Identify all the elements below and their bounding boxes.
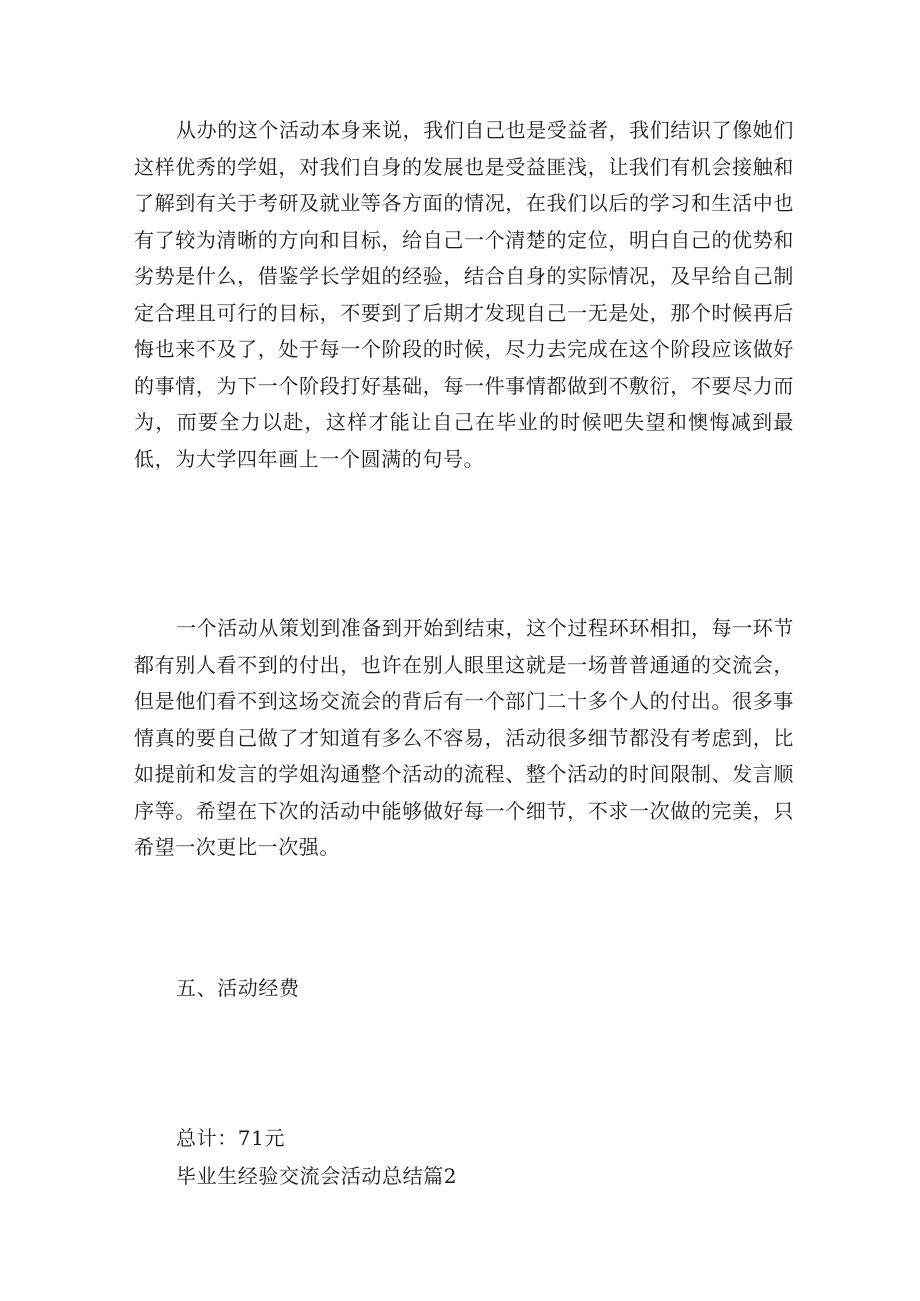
paragraph-benefits: 从办的这个活动本身来说，我们自己也是受益者，我们结识了像她们这样优秀的学姐，对我们自身的发展也是受益匪浅，让我们有机会接触和了解到有关于考研及就业等各方面的情况，在我们以后的学习和生活中也有了较为清晰的方向和目标，给自己一个清楚的定位，明白自己的优势和劣势是什么，借鉴学长学姐的经验，结合自身的实际情况，及早给自己制定合理且可行的目标，不要到了后期才发现自己一无是处，那个时候再后悔也来不及了，处于每一个阶段的时候，尽力去完成在这个阶段应该做好的事情，为下一个阶段打好基础，每一件事情都做到不敷衍，不要尽力而为，而要全力以赴，这样才能让自己在毕业的时候吧失望和懊悔减到最低，为大学四年画上一个圆满的句号。 [134, 118, 794, 471]
section-heading-activity-funds: 五、活动经费 [176, 976, 300, 1000]
total-cost-line: 总计：71元 [176, 1126, 286, 1150]
paragraph-reflection: 一个活动从策划到准备到开始到结束，这个过程环环相扣，每一环节都有别人看不到的付出，也许在别人眼里这就是一场普普通通的交流会，但是他们看不到这场交流会的背后有一个部门二十多个人的付出。很多事情真的要自己做了才知道有多么不容易，活动很多细节都没有考虑到，比如提前和发言的学姐沟通整个活动的流程、整个活动的时间限制、发言顺序等。希望在下次的活动中能够做好每一个细节，不求一次做的完美，只希望一次更比一次强。 [134, 616, 794, 859]
next-article-title: 毕业生经验交流会活动总结篇2 [176, 1164, 458, 1188]
